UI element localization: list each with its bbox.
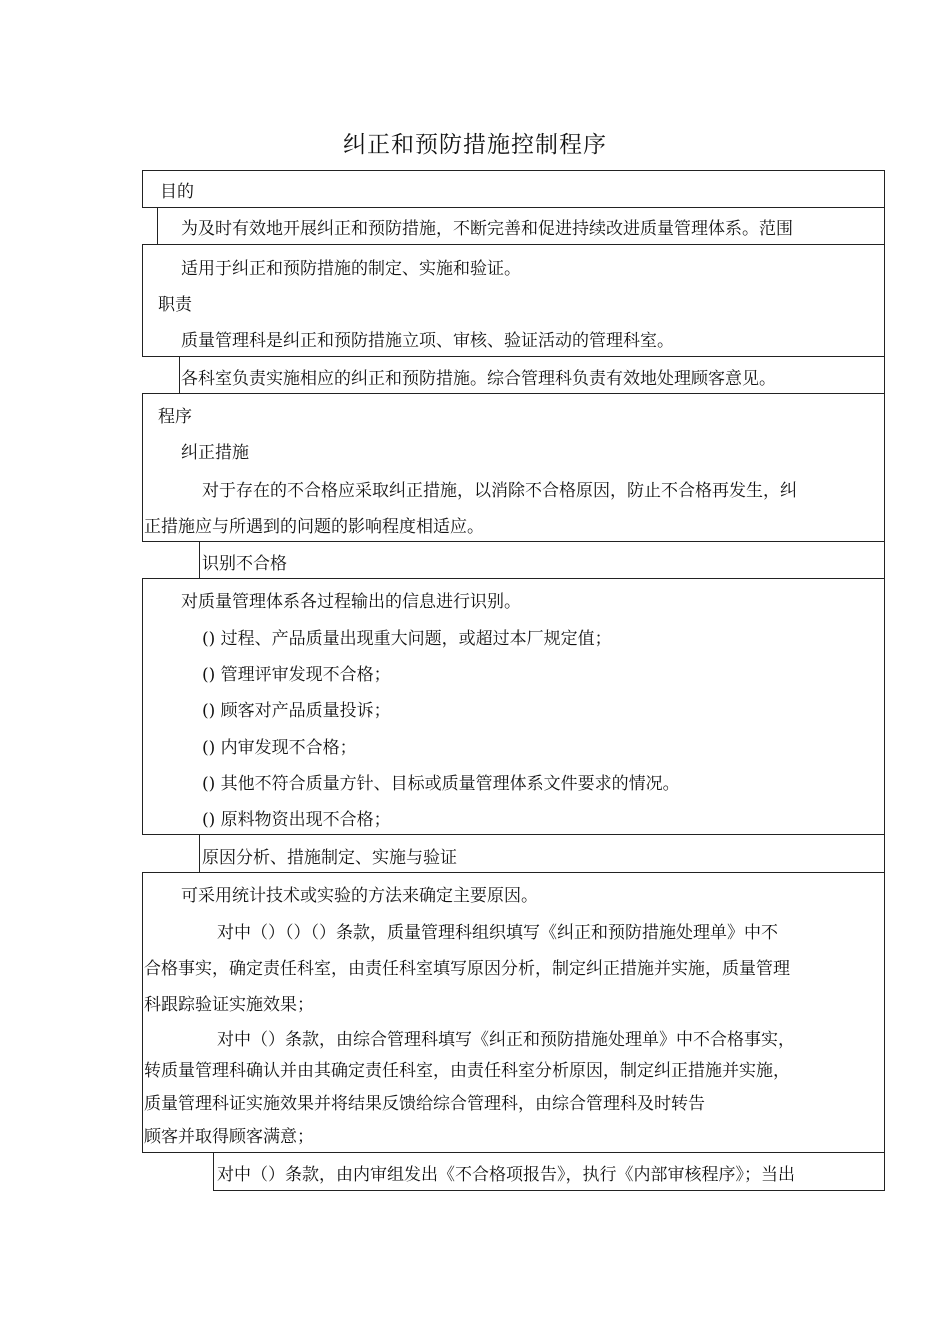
procedure-heading: 程序 <box>158 407 192 427</box>
analysis-intro: 可采用统计技术或实验的方法来确定主要原因。 <box>181 886 538 906</box>
identify-heading: 识别不合格 <box>202 554 287 574</box>
clause-b-line: 对中（）条款，由综合管理科填写《纠正和预防措施处理单》中不合格事实， <box>217 1030 795 1050</box>
identify-item: () 原料物资出现不合格； <box>202 810 391 830</box>
scope-text: 适用于纠正和预防措施的制定、实施和验证。 <box>181 259 521 279</box>
identify-heading-box <box>199 541 885 579</box>
document-title: 纠正和预防措施控制程序 <box>343 132 607 158</box>
identify-intro: 对质量管理体系各过程输出的信息进行识别。 <box>181 592 521 612</box>
identify-item: () 其他不符合质量方针、目标或质量管理体系文件要求的情况。 <box>202 774 680 794</box>
corrective-line-2: 正措施应与所遇到的问题的影响程度相适应。 <box>144 517 484 537</box>
purpose-text: 为及时有效地开展纠正和预防措施，不断完善和促进持续改进质量管理体系。范围 <box>181 219 793 239</box>
clause-a-line: 对中（）（）（）条款，质量管理科组织填写《纠正和预防措施处理单》中不 <box>217 923 778 943</box>
identify-item: () 顾客对产品质量投诉； <box>202 701 391 721</box>
corrective-line-1: 对于存在的不合格应采取纠正措施，以消除不合格原因，防止不合格再发生，纠 <box>202 481 797 501</box>
duty-text-1: 质量管理科是纠正和预防措施立项、审核、验证活动的管理科室。 <box>181 331 674 351</box>
duty-text-2: 各科室负责实施相应的纠正和预防措施。综合管理科负责有效地处理顾客意见。 <box>181 369 776 389</box>
clause-b-line: 转质量管理科确认并由其确定责任科室，由责任科室分析原因，制定纠正措施并实施， <box>144 1061 790 1081</box>
corrective-heading: 纠正措施 <box>181 443 249 463</box>
identify-item: () 内审发现不合格； <box>202 738 357 758</box>
clause-a-line: 科跟踪验证实施效果； <box>144 995 314 1015</box>
clause-b-line: 质量管理科证实施效果并将结果反馈给综合管理科，由综合管理科及时转告 <box>144 1094 705 1114</box>
purpose-heading: 目的 <box>160 182 194 202</box>
analysis-heading: 原因分析、措施制定、实施与验证 <box>202 848 457 868</box>
clause-c-line: 对中（）条款，由内审组发出《不合格项报告》，执行《内部审核程序》；当出 <box>217 1165 795 1185</box>
identify-item: () 过程、产品质量出现重大问题，或超过本厂规定值； <box>202 629 612 649</box>
identify-item: () 管理评审发现不合格； <box>202 665 391 685</box>
duty-heading: 职责 <box>158 295 192 315</box>
purpose-heading-box <box>142 170 885 208</box>
clause-a-line: 合格事实，确定责任科室，由责任科室填写原因分析，制定纠正措施并实施，质量管理 <box>144 959 790 979</box>
clause-b-line: 顾客并取得顾客满意； <box>144 1127 314 1147</box>
